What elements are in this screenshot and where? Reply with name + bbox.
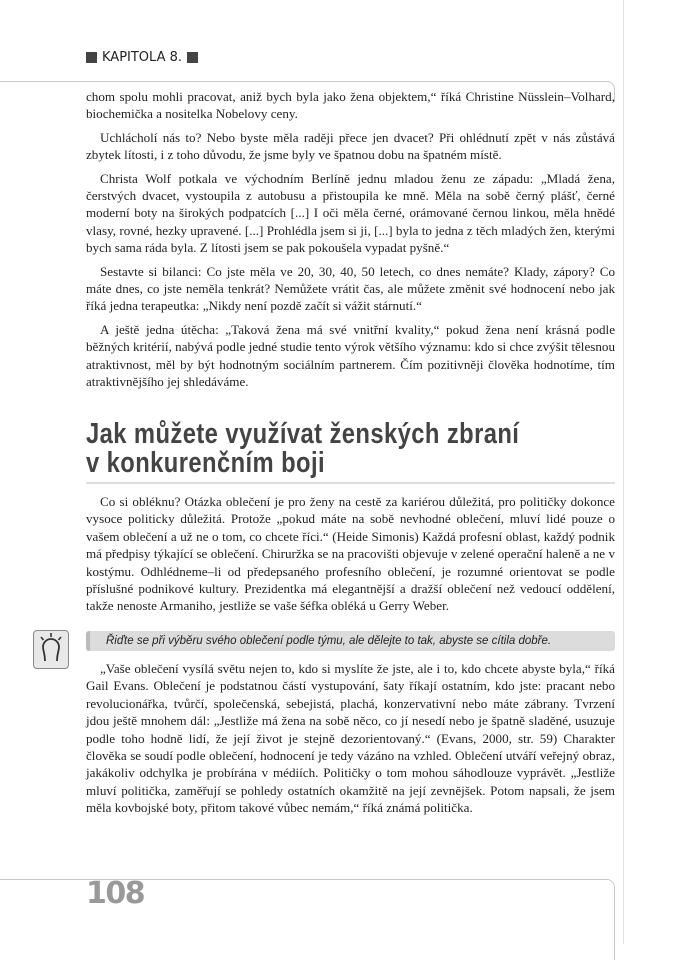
paragraph: chom spolu mohli pracovat, aniž bych byla jako žena objektem,“ říká Christine Nüsslein–Volhard, biochemička a nositelka Nobelovy ceny. xyxy=(86,89,615,122)
page-number: 108 xyxy=(86,876,145,911)
paragraph: Christa Wolf potkala ve východním Berlíně jednu mladou ženu ze západu: „Mladá žena, čerstvých dvacet, vystoupila z autobusu a přistoupila ke mně. Měla na sobě černý plášť, černé moderní boty na širokých podpatcích [...] I oči měla černé, orámované černou linkou, měla hnědé vlasy, rovné, hezky upravené. [...] Prohlédla jsem si ji, [...] byla to jedna z těch mladých žen, kterými bych sama ráda byla. Z lítosti jsem se pak pokoušela vypadat pyšně.“ xyxy=(86,170,615,256)
paragraph: Co si obléknu? Otázka oblečení je pro ženy na cestě za kariérou důležitá, pro političky dokonce vysoce politicky důležitá. Protože „pokud máte na sobě nevhodné oblečení, mluví lidé pouze o vašem oblečení a už ne o tom, co chcete říci.“ (Heide Simonis) Každá profesní oblast, každý podnik má předpisy týkající se oblečení. Chiruržka se na pracovišti objevuje v zelené operační haleně a ne v kostýmu. Odhlédneme–li od předepsaného profesního oblečení, je rozumné orientovat se podle příslušné podnikové kultury. Prezidentka má elegantnější a dražší oblečení než vedoucí oddělení, takže nenoste Armaniho, jestliže se vaše šéfka obléká u Gerry Weber. xyxy=(86,494,615,614)
square-bullet-icon xyxy=(86,52,97,63)
tip-box xyxy=(86,631,615,651)
heading-rule xyxy=(86,482,615,484)
tip-text: Řiďte se při výběru svého oblečení podle týmu, ale dělejte to tak, abyste se cítila dobře. xyxy=(106,635,552,647)
heading-line-1: Jak můžete využívat ženských zbraní xyxy=(86,418,520,450)
paragraph: Sestavte si bilanci: Co jste měla ve 20, 30, 40, 50 letech, co dnes nemáte? Klady, zápory? Co máte dnes, co jste neměla tenkrát? Nemůžete vrátit čas, ale můžete změnit své hodnocení nebo jak říká jedna terapeutka: „Nikdy není pozdě začít si vážit stárnutí.“ xyxy=(86,263,615,314)
chapter-header xyxy=(86,50,198,65)
paragraph: A ještě jedna útěcha: „Taková žena má své vnitřní kvality,“ pokud žena není krásná podle běžných kritérií, nabývá podle jedné studie tento výrok většího významu: kdo si chce zvýšit tělesnou atraktivnost, měl by být hodnotným sociálním partnerem. Čím pozitivněji člověka hodnotíme, tím atraktivnějšího jej shledáváme. xyxy=(86,321,615,390)
body-section-1 xyxy=(86,88,615,397)
body-section-3 xyxy=(86,660,615,823)
body-section-2 xyxy=(86,493,615,621)
lightbulb-icon xyxy=(33,630,69,669)
square-bullet-icon xyxy=(187,52,198,63)
section-heading xyxy=(86,420,520,478)
page-edge-line xyxy=(623,0,624,944)
chapter-label: KAPITOLA 8. xyxy=(102,50,183,65)
heading-line-2: v konkurenčním boji xyxy=(86,447,326,479)
paragraph: Uchlácholí nás to? Nebo byste měla raději přece jen dvacet? Při ohlédnutí zpět v nás zůstává zbytek lítosti, i z toho důvodu, že jsme byly ve špatnou dobu na špatném místě. xyxy=(86,129,615,163)
paragraph: „Vaše oblečení vysílá světu nejen to, kdo si myslíte že jste, ale i to, kdo chcete abyste byla,“ říká Gail Evans. Oblečení je podstatnou částí vystupování, šaty říkají ostatním, kdo jste: pracant nebo revolucionářka, tvůrčí, společenská, sebejistá, plachá, konzervativní nebo máte zábrany. Tvrzení jdou ještě mnohem dál: „Jestliže má žena na sobě něco, co jí nesedí nebo je špatně sladěné, usuzuje podle toho hodně lidí, že její život je stejně dezorientovaný.“ (Evans, 2000, str. 59) Charakter člověka se soudí podle oblečení, hodnocení je tedy vázáno na vzhled. Oblečení utváří veřejný obraz, jakákoliv odchylka je probírána v médiích. Političky o tom mohou sáhodlouze vyprávět. „Jestliže mluví politička, zaměřují se pohledy ostatních okamžitě na její zevnějšek. Potom napsali, že jsem měla kovbojské boty, přitom takové vůbec nemám,“ říká známá politička. xyxy=(86,661,615,816)
